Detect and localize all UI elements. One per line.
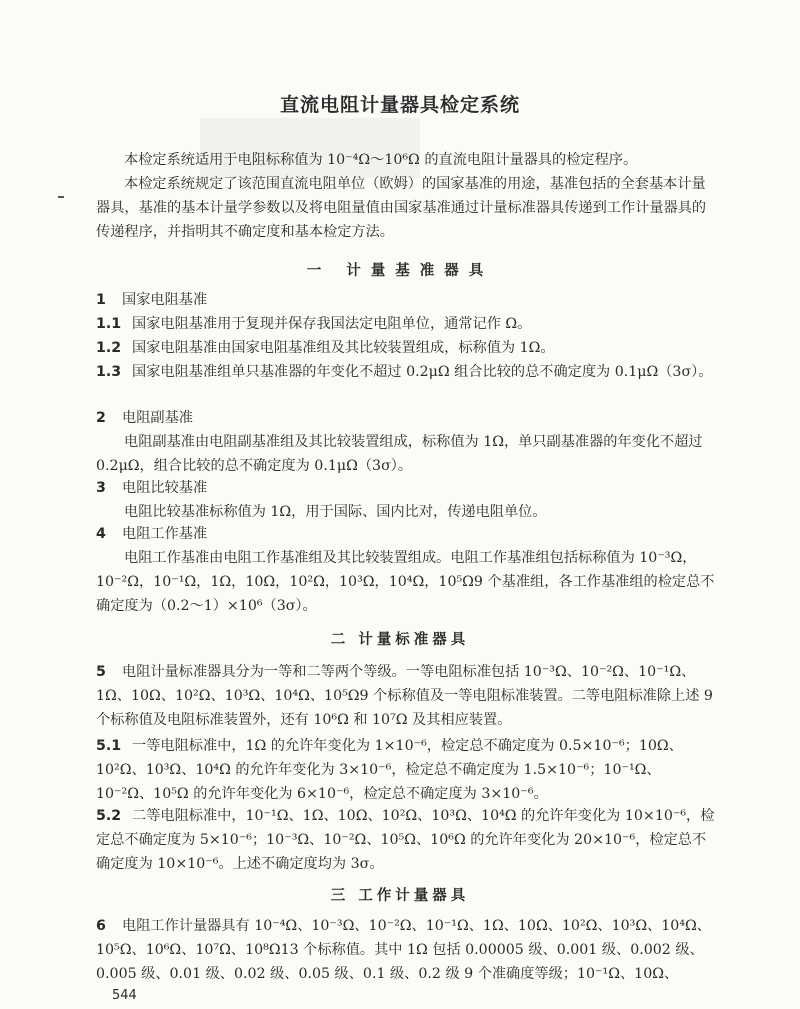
item-number: 5 — [96, 664, 106, 680]
section-heading-2: 二 计量标准器具 — [330, 632, 470, 648]
section-heading-1: 一 计量基准器具 — [306, 263, 494, 279]
item-5-2 — [96, 804, 716, 876]
item-number: 5.1 — [96, 738, 122, 754]
item-text: 电阻计量标准器具分为一等和二等两个等级。一等电阻标准包括 10⁻³Ω、10⁻²Ω、10⁻¹Ω、1Ω、10Ω、10²Ω、10³Ω、10⁴Ω、10⁵Ω9 个标称值及一等电阻标准装置。二等电阻标准除上述 9 个标称值及电阻标准装置外，还有 10⁶Ω 和 10⁷Ω 及其相应装置。 — [96, 664, 713, 728]
margin-mark — [58, 196, 64, 198]
item-text: 一等电阻标准中，1Ω 的允许年变化为 1×10⁻⁶，检定总不确定度为 0.5×10⁻⁶；10Ω、10²Ω、10³Ω、10⁴Ω 的允许年变化为 3×10⁻⁶，检定总不确定度为 1.5×10⁻⁶；10⁻¹Ω、10⁻²Ω、10⁵Ω 的允许年变化为 6×10⁻⁶，检定总不确定度为 3×10⁻⁶。 — [96, 738, 683, 802]
item-1-2 — [96, 336, 716, 360]
item-3-body: 电阻比较基准标称值为 1Ω，用于国际、国内比对，传递电阻单位。 — [124, 504, 547, 520]
item-text: 国家电阻基准 — [122, 292, 208, 308]
intro-paragraph-1: 本检定系统适用于电阻标称值为 10⁻⁴Ω～10⁶Ω 的直流电阻计量器具的检定程序。 — [124, 152, 638, 168]
item-number: 1.3 — [96, 364, 122, 380]
item-text: 电阻工作计量器具有 10⁻⁴Ω、10⁻³Ω、10⁻²Ω、10⁻¹Ω、1Ω、10Ω、10²Ω、10³Ω、10⁴Ω、10⁵Ω、10⁶Ω、10⁷Ω、10⁸Ω13 个标称值。其中 1Ω 包括 0.00005 级、0.001 级、0.002 级、0.005 级、0.01 级、0.02 级、0.05 级、0.1 级、0.2 级 9 个准确度等级；10⁻¹Ω、10Ω、 — [96, 918, 711, 982]
item-6 — [96, 914, 716, 986]
item-1 — [96, 288, 716, 312]
item-3 — [96, 476, 716, 500]
item-2-body: 电阻副基准由电阻副基准组及其比较装置组成，标称值为 1Ω，单只副基准器的年变化不超过 0.2μΩ，组合比较的总不确定度为 0.1μΩ（3σ）。 — [96, 434, 703, 474]
item-text: 国家电阻基准组单只基准器的年变化不超过 0.2μΩ 组合比较的总不确定度为 0.1μΩ（3σ）。 — [132, 364, 713, 380]
section-heading-3: 三 工作计量器具 — [330, 888, 470, 904]
item-5 — [96, 660, 716, 732]
item-text: 二等电阻标准中，10⁻¹Ω、1Ω、10Ω、10²Ω、10³Ω、10⁴Ω 的允许年变化为 10×10⁻⁶，检定总不确定度为 5×10⁻⁶；10⁻³Ω、10⁻²Ω、10⁵Ω、10⁶Ω 的允许年变化为 20×10⁻⁶，检定总不确定度为 10×10⁻⁶。上述不确定度均为 3σ。 — [96, 808, 715, 872]
item-text: 电阻工作基准 — [122, 526, 208, 542]
item-number: 1.1 — [96, 316, 122, 332]
intro-paragraph-2: 本检定系统规定了该范围直流电阻单位（欧姆）的国家基准的用途，基准包括的全套基本计量器具，基准的基本计量学参数以及将电阻量值由国家基准通过计量标准器具传递到工作计量器具的传递程序，并指明其不确定度和基本检定方法。 — [96, 176, 707, 240]
item-number: 1.2 — [96, 340, 122, 356]
item-text: 国家电阻基准由国家电阻基准组及其比较装置组成，标称值为 1Ω。 — [132, 340, 555, 356]
item-number: 5.2 — [96, 808, 122, 824]
page-number: 544 — [112, 988, 137, 1003]
item-4-body: 电阻工作基准由电阻工作基准组及其比较装置组成。电阻工作基准组包括标称值为 10⁻³Ω，10⁻²Ω，10⁻¹Ω，1Ω，10Ω，10²Ω，10³Ω，10⁴Ω，10⁵Ω9 个基准组，各工作基准组的检定总不确定度为（0.2～1）×10⁶（3σ）。 — [96, 550, 715, 614]
item-1-1 — [96, 312, 716, 336]
item-4 — [96, 522, 716, 546]
item-5-1 — [96, 734, 716, 806]
item-number: 2 — [96, 410, 106, 426]
item-number: 1 — [96, 292, 106, 308]
item-text: 电阻副基准 — [122, 410, 193, 426]
item-number: 6 — [96, 918, 106, 934]
item-1-3 — [96, 360, 716, 384]
item-number: 3 — [96, 480, 106, 496]
item-2 — [96, 406, 716, 430]
item-text: 电阻比较基准 — [122, 480, 208, 496]
document-title: 直流电阻计量器具检定系统 — [279, 94, 520, 116]
item-number: 4 — [96, 526, 106, 542]
item-text: 国家电阻基准用于复现并保存我国法定电阻单位，通常记作 Ω。 — [132, 316, 532, 332]
